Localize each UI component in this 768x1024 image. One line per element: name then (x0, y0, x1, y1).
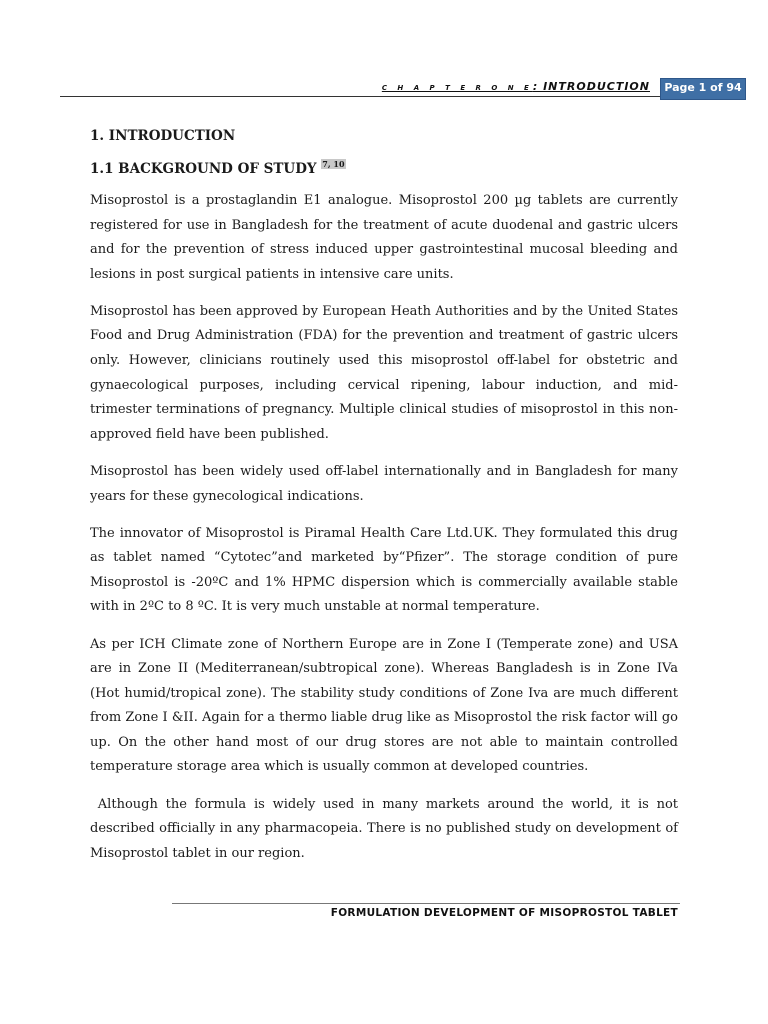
paragraph: As per ICH Climate zone of Northern Europe are in Zone I (Temperate zone) and USA are in Zone II (Mediterranean/subtropical zone). Whereas Bangladesh is in Zone IVa (Hot humid/tropical zone). The stability study conditions of Zone Iva are much different from Zone I &II. Again for a thermo liable drug like as Misoprostol the risk factor will go up. On the other hand most of our drug stores are not able to maintain controlled temperature storage area which is usually common at developed countries. (90, 636, 678, 775)
section-heading: 1. INTRODUCTION (90, 128, 236, 144)
citation-ref: 7, 10 (322, 159, 345, 169)
paragraph: The innovator of Misoprostol is Piramal Health Care Ltd.UK. They formulated this drug as tablet named “Cytotec”and marketed by“Pfizer”. The storage condition of pure Misoprostol is -20ºC and 1% HPMC dispersion which is commercially available stable with in 2ºC to 8 ºC. It is very much unstable at normal temperature. (90, 525, 678, 615)
paragraph: Misoprostol has been approved by European Heath Authorities and by the United States Food and Drug Administration (FDA) for the prevention and treatment of gastric ulcers only. However, clinicians routinely used this misoprostol off-label for obstetric and gynaecological purposes, including cervical ripening, labour induction, and mid-trimester terminations of pregnancy. Multiple clinical studies of misoprostol in this non-approved field have been published. (90, 303, 678, 442)
page-number-badge: Page 1 of 94 (660, 78, 746, 100)
footer-divider (172, 903, 680, 904)
subsection-heading: 1.1 BACKGROUND OF STUDY $^{7, 10}$ (90, 159, 345, 177)
paragraph: Although the formula is widely used in many markets around the world, it is not described officially in any pharmacopeia. There is no published study on development of Misoprostol tablet in our region. (90, 796, 683, 861)
page-footer: FORMULATION DEVELOPMENT OF MISOPROSTOL TABLET (330, 907, 678, 919)
document-body (90, 126, 683, 879)
page-header (60, 78, 670, 97)
paragraph: Misoprostol has been widely used off-label internationally and in Bangladesh for many years for these gynecological indications. (90, 463, 678, 504)
chapter-title: C H A P T E R O N E: INTRODUCTION (381, 80, 650, 93)
paragraph: Misoprostol is a prostaglandin E1 analogue. Misoprostol 200 µg tablets are currently registered for use in Bangladesh for the treatment of acute duodenal and gastric ulcers and for the prevention of stress induced upper gastrointestinal mucosal bleeding and lesions in post surgical patients in intensive care units. (90, 193, 678, 282)
